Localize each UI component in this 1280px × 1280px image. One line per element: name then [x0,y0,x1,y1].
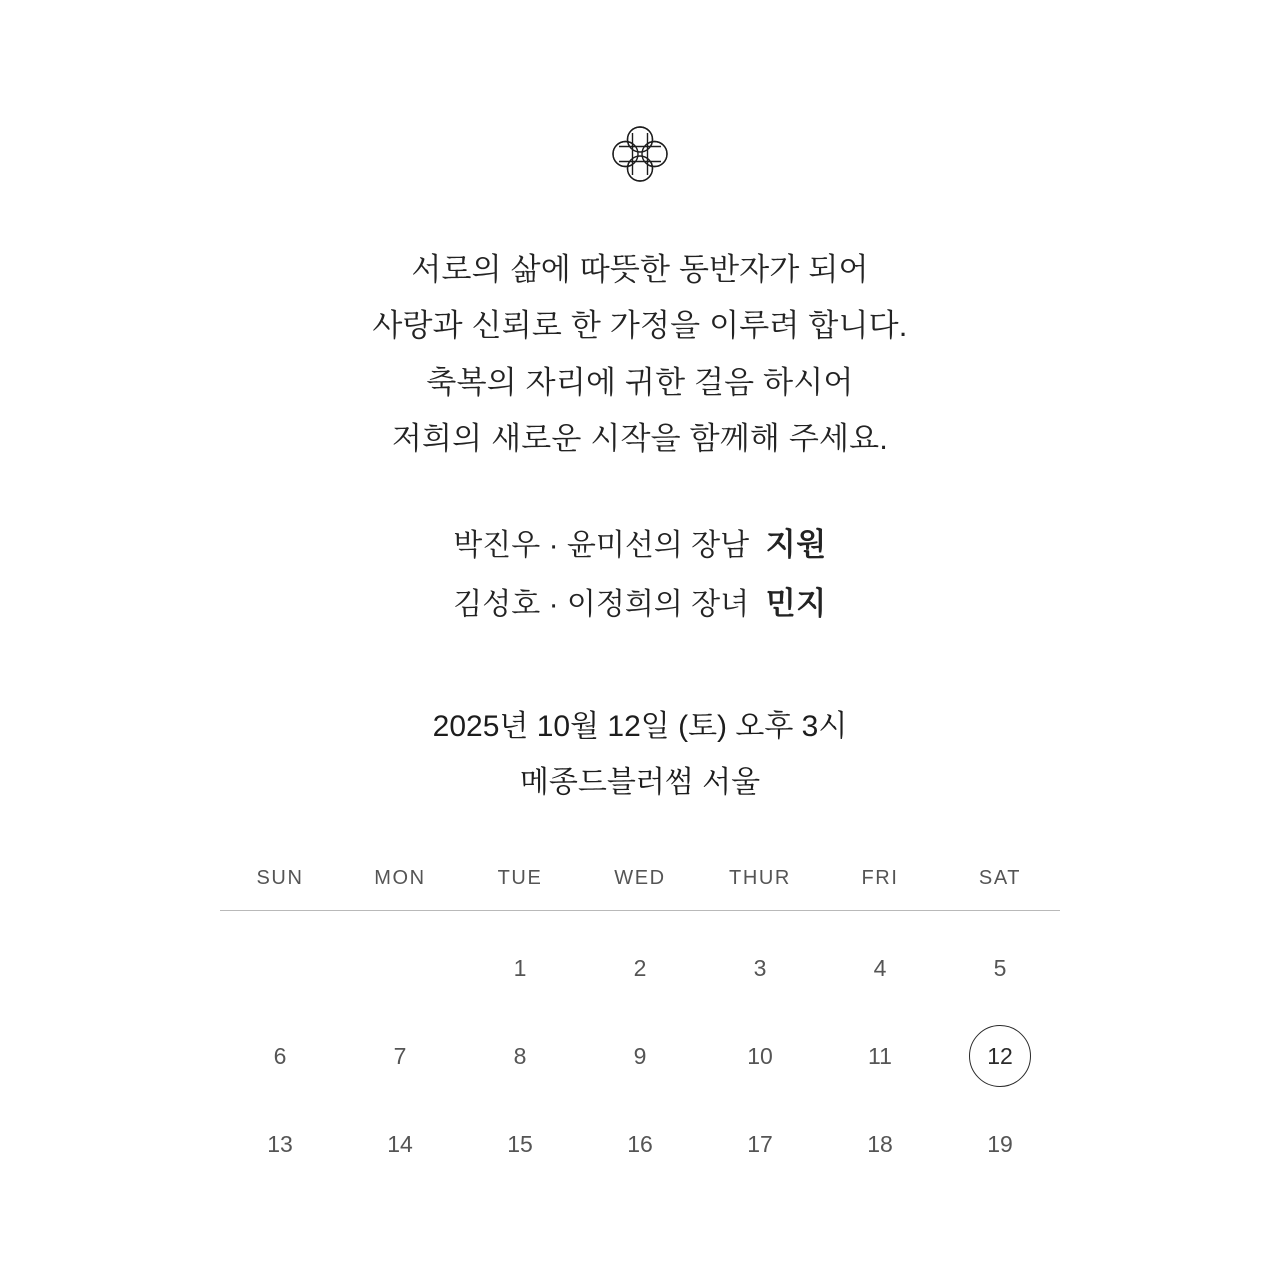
day-number: 8 [513,1042,527,1069]
calendar-day-cell [820,1100,940,1188]
calendar-day-cell [220,911,340,1013]
calendar-day-cell [340,1012,460,1100]
day-number: 5 [993,954,1007,981]
calendar-day-cell [580,911,700,1013]
greeting-line-1: 서로의 삶에 따뜻한 동반자가 되어 [411,252,869,287]
calendar-week-row [220,1012,1060,1100]
event-details [433,699,848,810]
day-number: 1 [513,954,527,981]
day-number: 14 [387,1130,413,1157]
greeting-line-2: 사랑과 신뢰로 한 가정을 이루려 합니다. [372,308,908,344]
greeting-line-3: 축복의 자리에 귀한 걸음 하시어 [426,364,854,400]
calendar-day-cell [580,1012,700,1100]
day-number: 2 [633,954,647,981]
couple-parents-block [453,516,826,634]
event-venue: 메종드블러썸 서울 [519,765,761,799]
calendar-day-cell [820,1012,940,1100]
calendar-day-cell [340,1100,460,1188]
day-number: 6 [273,1042,287,1069]
calendar-table [220,866,1060,1188]
weekday-header-tue: TUE [460,866,580,911]
bride-row [453,575,826,634]
calendar-day-cell [460,1100,580,1188]
groom-row [453,516,826,575]
calendar-week-row [220,1100,1060,1188]
knot-ornament-icon [604,118,676,190]
day-number [369,934,431,996]
weekday-header-sun: SUN [220,866,340,911]
calendar-day-cell-highlighted [940,1012,1060,1100]
day-number: 15 [507,1130,533,1157]
weekday-header-sat: SAT [940,866,1060,911]
bride-name: 민지 [765,585,827,621]
greeting-message [372,242,907,468]
day-number: 3 [753,954,767,981]
calendar-day-cell [700,911,820,1013]
day-number: 10 [747,1042,773,1069]
day-number: 9 [633,1042,647,1069]
calendar-day-cell [340,911,460,1013]
weekday-header-wed: WED [580,866,700,911]
calendar-day-cell [820,911,940,1013]
groom-parents-label: 박진우 · 윤미선의 장남 [453,528,766,562]
day-number: 11 [868,1042,892,1069]
weekday-header-thur: THUR [700,866,820,911]
greeting-line-4: 저희의 새로운 시작을 함께해 주세요. [391,421,889,457]
calendar-day-cell [460,911,580,1013]
calendar-day-cell [940,911,1060,1013]
day-number: 7 [393,1042,407,1069]
weekday-header-mon: MON [340,866,460,911]
day-number: 19 [987,1130,1013,1157]
calendar-day-cell [700,1012,820,1100]
day-number [249,934,311,996]
calendar-day-cell [700,1100,820,1188]
wedding-day-number: 12 [969,1025,1031,1087]
event-datetime: 2025년 10월 12일 (토) 오후 3시 [432,710,848,744]
day-number: 13 [267,1130,293,1157]
day-number: 4 [873,954,887,981]
calendar-day-cell [940,1100,1060,1188]
calendar-header-row [220,866,1060,911]
day-number: 18 [867,1130,893,1157]
weekday-header-fri: FRI [820,866,940,911]
calendar [220,866,1060,1188]
calendar-day-cell [580,1100,700,1188]
calendar-day-cell [220,1100,340,1188]
calendar-week-row [220,911,1060,1013]
bride-parents-label: 김성호 · 이정희의 장녀 [453,587,766,621]
calendar-day-cell [460,1012,580,1100]
calendar-day-cell [220,1012,340,1100]
groom-name: 지원 [765,526,827,562]
day-number: 17 [747,1130,773,1157]
day-number: 16 [627,1130,653,1157]
